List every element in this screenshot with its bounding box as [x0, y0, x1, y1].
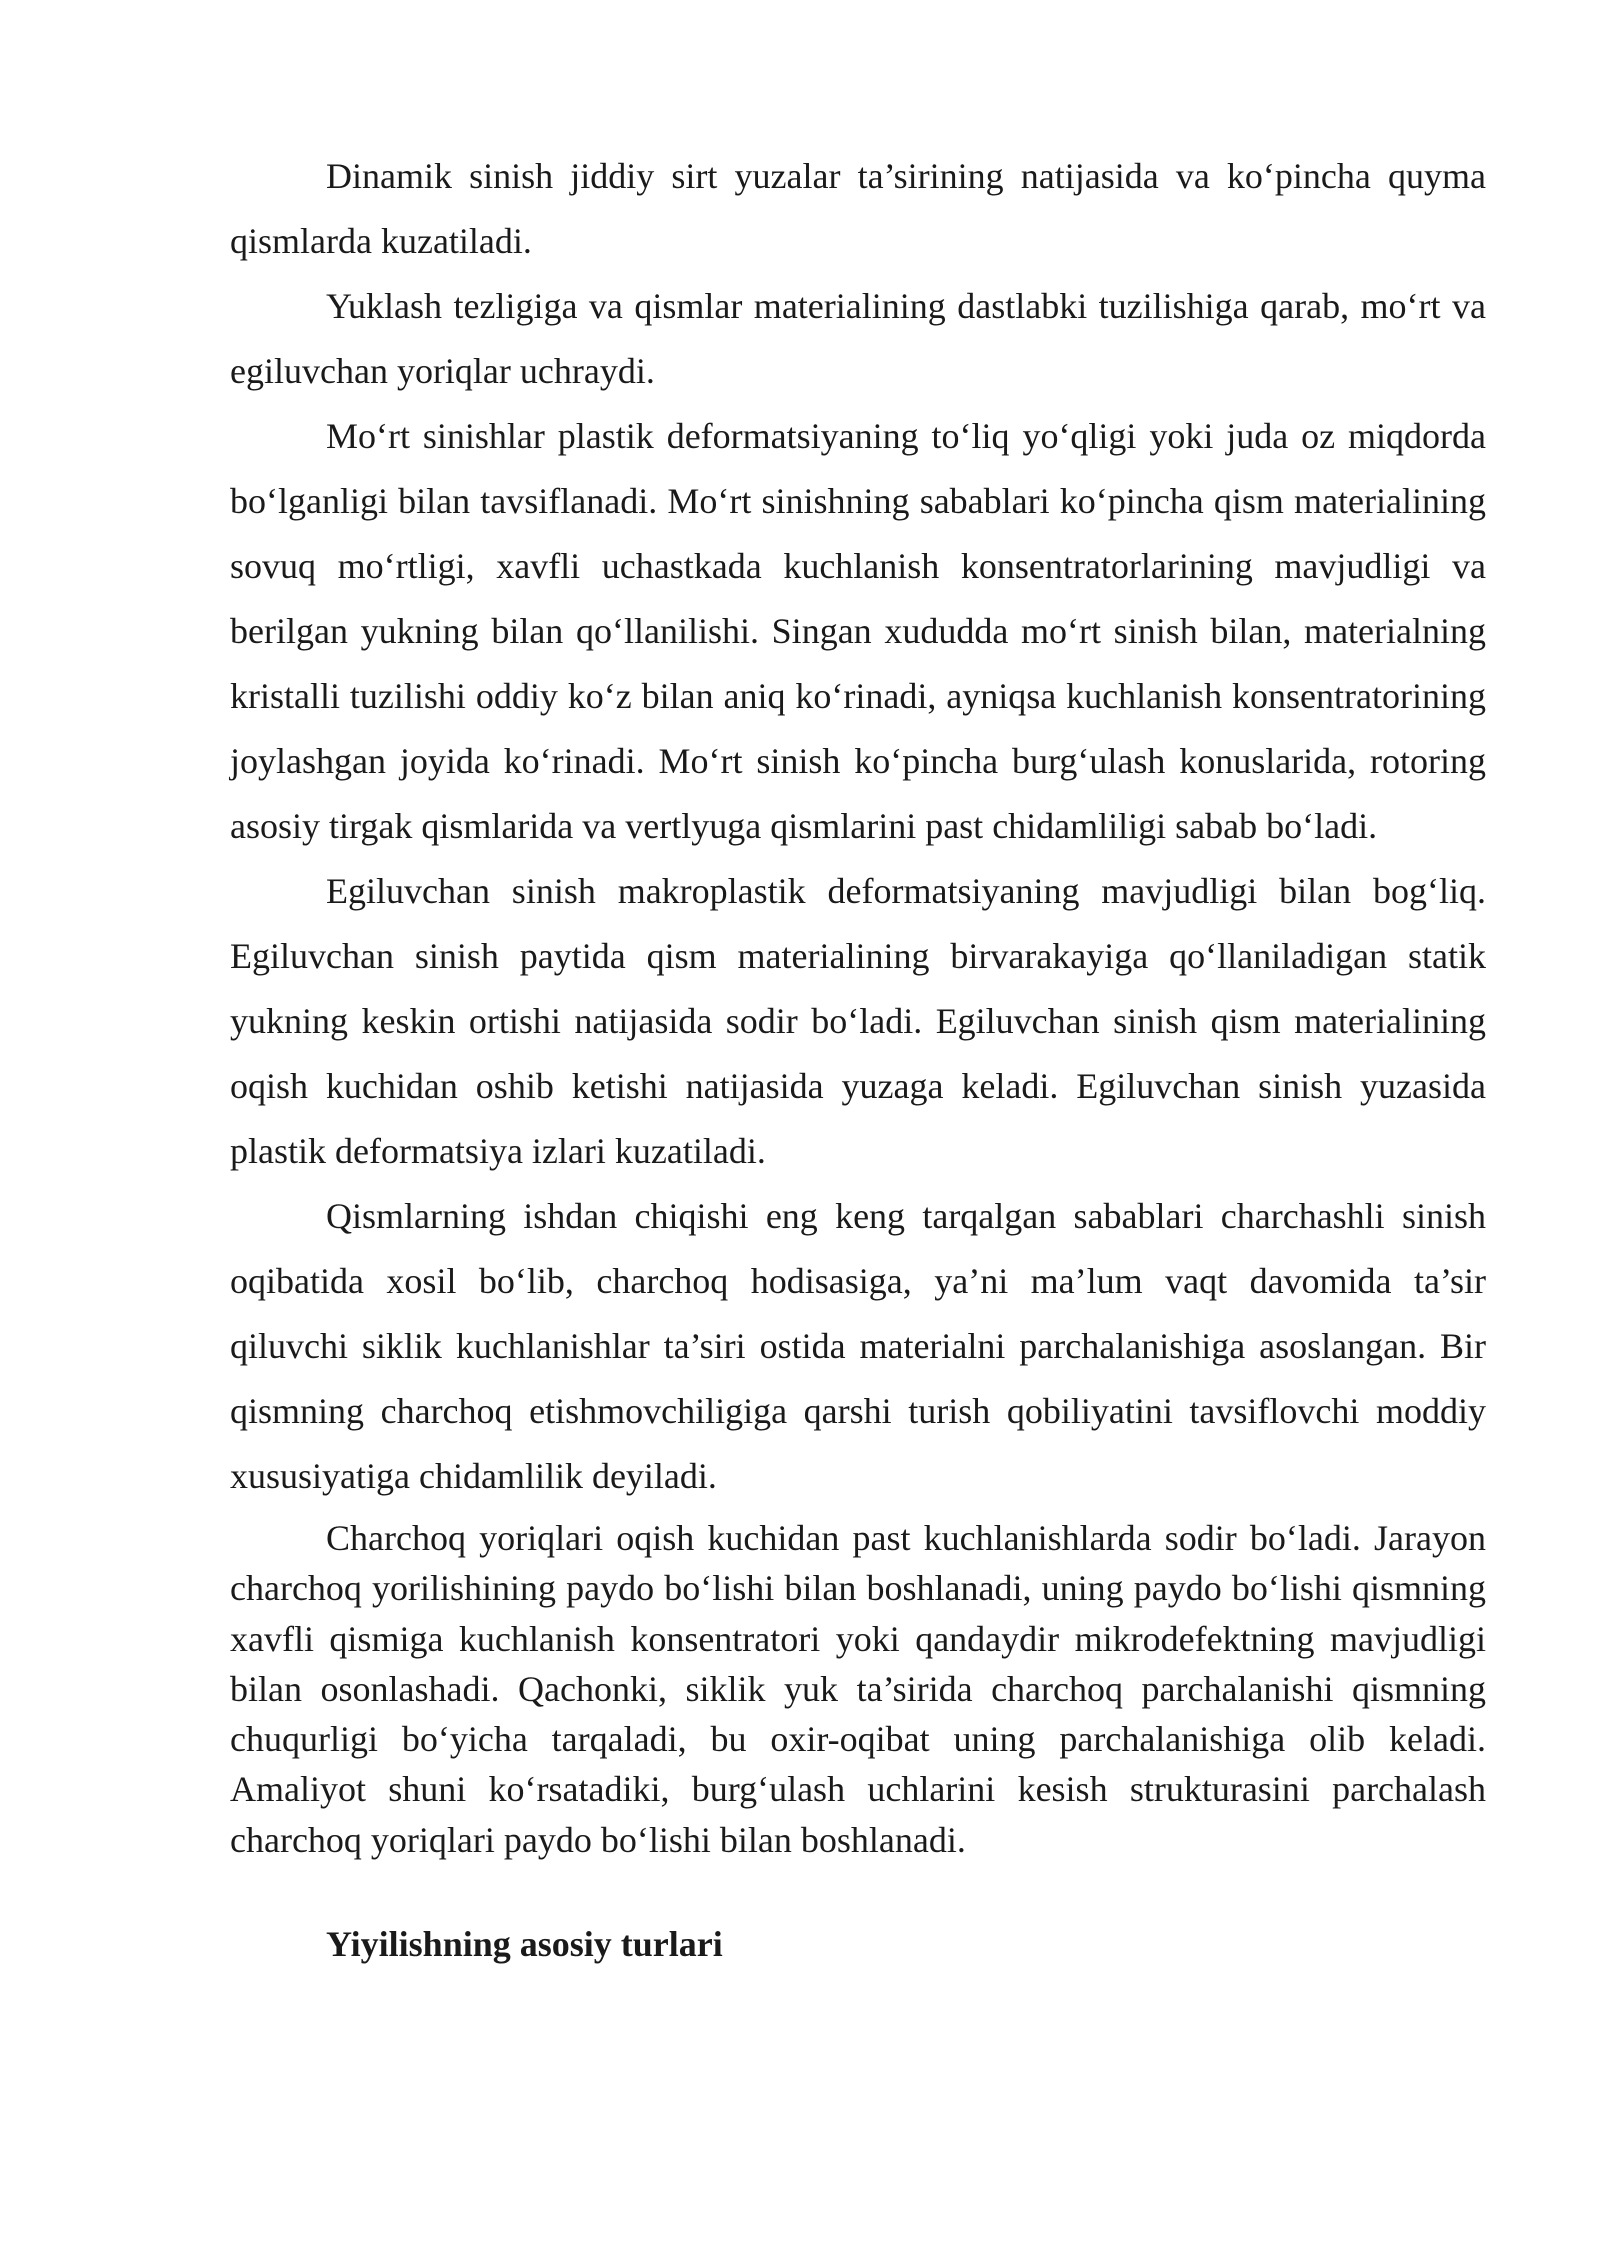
document-body: [230, 144, 1486, 1969]
paragraph-crack-types: Yuklash tezligiga va qismlar materialining dastlabki tuzilishiga qarab, mo‘rt va egiluvchan yoriqlar uchraydi.: [230, 286, 1486, 391]
paragraph-dynamic-fracture: Dinamik sinish jiddiy sirt yuzalar ta’sirining natijasida va ko‘pincha quyma qismlarda kuzatiladi.: [230, 156, 1486, 261]
paragraph-brittle-fracture: Mo‘rt sinishlar plastik deformatsiyaning to‘liq yo‘qligi yoki juda oz miqdorda bo‘lganligi bilan tavsiflanadi. Mo‘rt sinishning sabablari ko‘pincha qism materialining sovuq mo‘rtligi, xavfli uchastkada kuchlanish konsentratorlarining mavjudligi va berilgan yukning bilan qo‘llanilishi. Singan xududda mo‘rt sinish bilan, materialning kristalli tuzilishi oddiy ko‘z bilan aniq ko‘rinadi, ayniqsa kuchlanish konsentratorining joylashgan joyida ko‘rinadi. Mo‘rt sinish ko‘pincha burg‘ulash konuslarida, rotoring asosiy tirgak qismlarida va vertlyuga qismlarini past chidamliligi sabab bo‘ladi.: [230, 416, 1486, 846]
section-heading: Yiyilishning asosiy turlari: [326, 1924, 723, 1965]
paragraph-fatigue-failure: Qismlarning ishdan chiqishi eng keng tarqalgan sabablari charchashli sinish oqibatida xosil bo‘lib, charchoq hodisasiga, ya’ni ma’lum vaqt davomida ta’sir qiluvchi siklik kuchlanishlar ta’siri ostida materialni parchalanishiga asoslangan. Bir qismning charchoq etishmovchiligiga qarshi turish qobiliyatini tavsiflovchi moddiy xususiyatiga chidamlilik deyiladi.: [230, 1196, 1486, 1496]
paragraph-ductile-fracture: Egiluvchan sinish makroplastik deformatsiyaning mavjudligi bilan bog‘liq. Egiluvchan sinish paytida qism materialining birvarakayiga qo‘llaniladigan statik yukning keskin ortishi natijasida sodir bo‘ladi. Egiluvchan sinish qism materialining oqish kuchidan oshib ketishi natijasida yuzaga keladi. Egiluvchan sinish yuzasida plastik deformatsiya izlari kuzatiladi.: [230, 871, 1486, 1171]
paragraph-fatigue-cracks: Charchoq yoriqlari oqish kuchidan past kuchlanishlarda sodir bo‘ladi. Jarayon charchoq yorilishining paydo bo‘lishi bilan boshlanadi, uning paydo bo‘lishi qismning xavfli qismiga kuchlanish konsentratori yoki qandaydir mikrodefektning mavjudligi bilan osonlashadi. Qachonki, siklik yuk ta’sirida charchoq parchalanishi qismning chuqurligi bo‘yicha tarqaladi, bu oxir-oqibat uning parchalanishiga olib keladi. Amaliyot shuni ko‘rsatadiki, burg‘ulash uchlarini kesish strukturasini parchalash charchoq yoriqlari paydo bo‘lishi bilan boshlanadi.: [230, 1518, 1486, 1860]
